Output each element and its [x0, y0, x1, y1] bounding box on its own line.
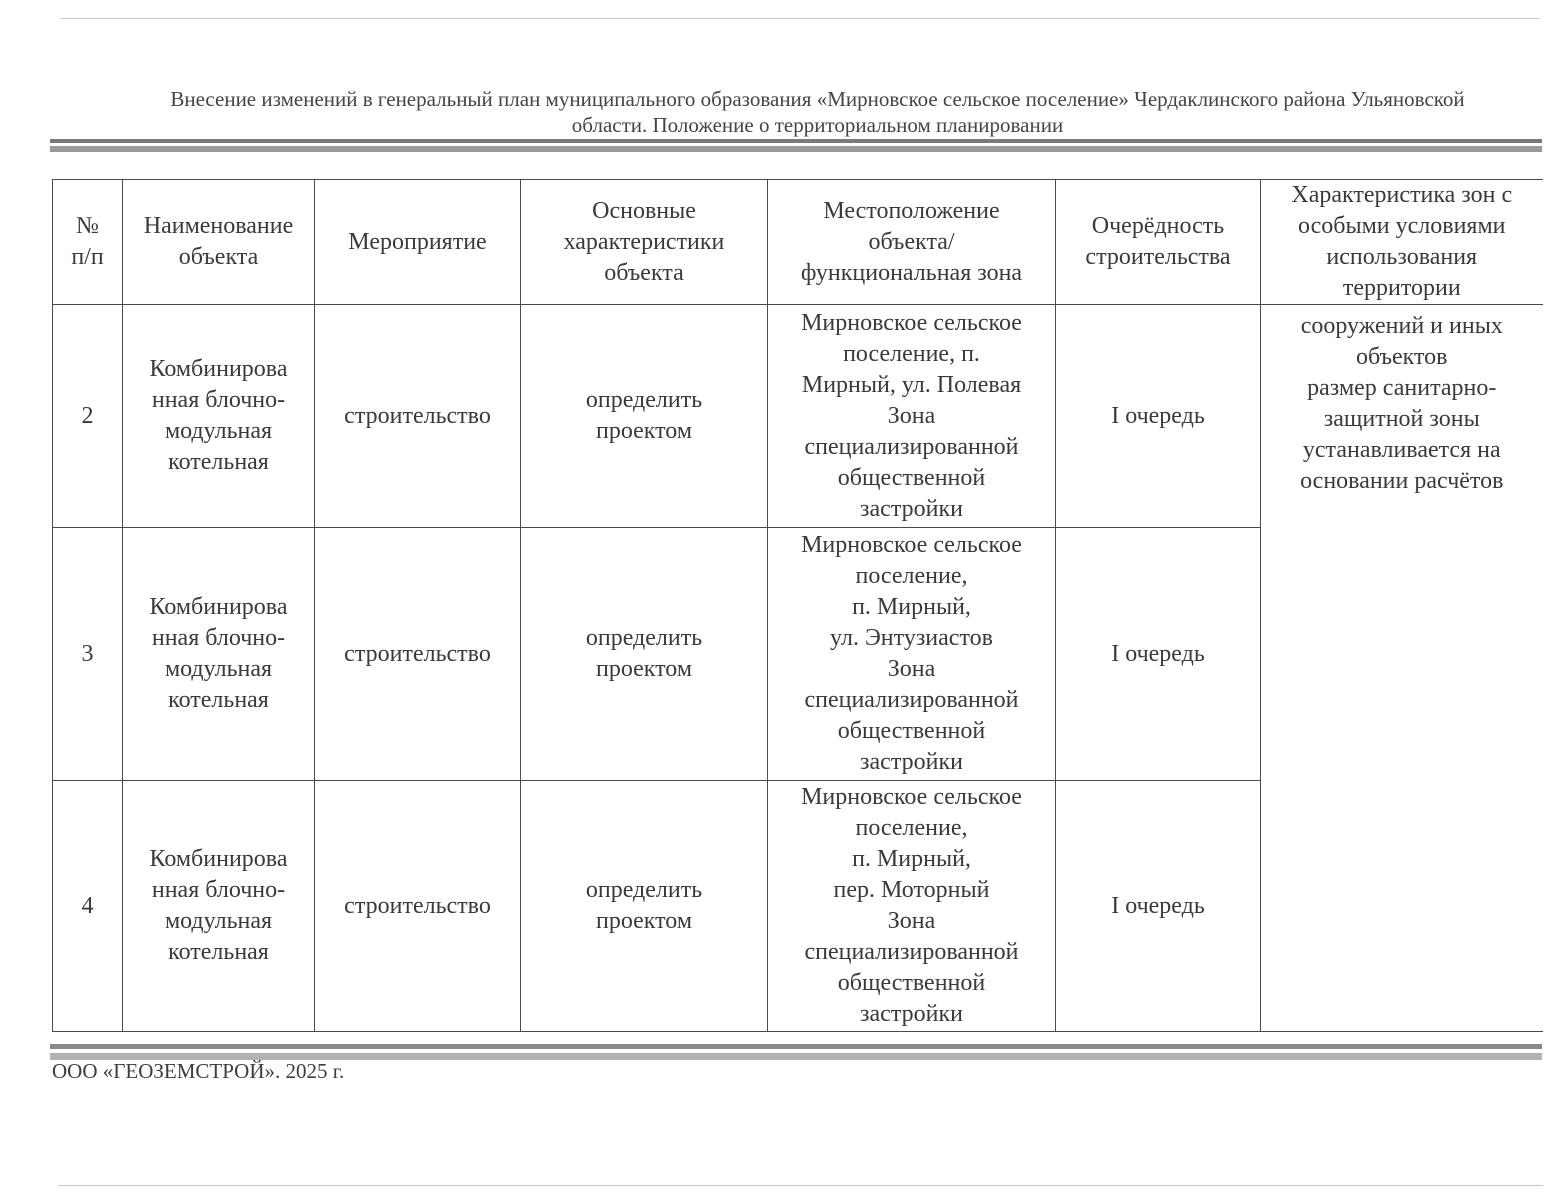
footer-rule-thin	[50, 1044, 1542, 1049]
zone-characteristics-cell: сооружений и иных объектов размер санитарно- защитной зоны устанавливается на основании расчётов	[1261, 305, 1543, 1032]
row-characteristics: определить проектом	[521, 305, 768, 528]
header-object-name: Наименование объекта	[123, 180, 315, 305]
header-num: № п/п	[53, 180, 123, 305]
row-location: Мирновское сельское поселение, п. Мирный, пер. Моторный Зона специализированной общественной застройки	[768, 781, 1056, 1032]
header-characteristics: Основные характеристики объекта	[521, 180, 768, 305]
row-location: Мирновское сельское поселение, п. Мирный, ул. Полевая Зона специализированной общественной застройки	[768, 305, 1056, 528]
row-characteristics: определить проектом	[521, 528, 768, 781]
planning-table	[52, 179, 1543, 1032]
row-action: строительство	[315, 781, 521, 1032]
row-action: строительство	[315, 528, 521, 781]
row-construction-order: I очередь	[1056, 781, 1261, 1032]
row-num: 3	[53, 528, 123, 781]
header-construction-order: Очерёдность строительства	[1056, 180, 1261, 305]
header-zone-characteristics: Характеристика зон с особыми условиями использования территории	[1261, 180, 1543, 305]
header-action: Мероприятие	[315, 180, 521, 305]
header-title-line-1: Внесение изменений в генеральный план муниципального образования «Мирновское сельское поселение» Чердаклинского района Ульяновской	[170, 87, 1465, 111]
row-num: 2	[53, 305, 123, 528]
row-object-name: Комбинирова нная блочно- модульная котельная	[123, 305, 315, 528]
header-title-line-2: области. Положение о территориальном планировании	[571, 113, 1064, 137]
row-location: Мирновское сельское поселение, п. Мирный, ул. Энтузиастов Зона специализированной общественной застройки	[768, 528, 1056, 781]
header-rule-thick	[50, 146, 1542, 152]
row-construction-order: I очередь	[1056, 528, 1261, 781]
row-construction-order: I очередь	[1056, 305, 1261, 528]
document-footer: ООО «ГЕОЗЕМСТРОЙ». 2025 г.	[52, 1059, 345, 1083]
table-row	[53, 305, 1543, 528]
scan-edge-bottom	[58, 1185, 1543, 1186]
row-object-name: Комбинирова нная блочно- модульная котельная	[123, 528, 315, 781]
row-num: 4	[53, 781, 123, 1032]
row-object-name: Комбинирова нная блочно- модульная котельная	[123, 781, 315, 1032]
header-rule-thin	[50, 139, 1542, 143]
header-location: Местоположение объекта/ функциональная зона	[768, 180, 1056, 305]
scan-edge-top	[60, 18, 1540, 19]
row-characteristics: определить проектом	[521, 781, 768, 1032]
row-action: строительство	[315, 305, 521, 528]
document-header	[95, 86, 1540, 138]
table-header-row	[53, 180, 1543, 305]
